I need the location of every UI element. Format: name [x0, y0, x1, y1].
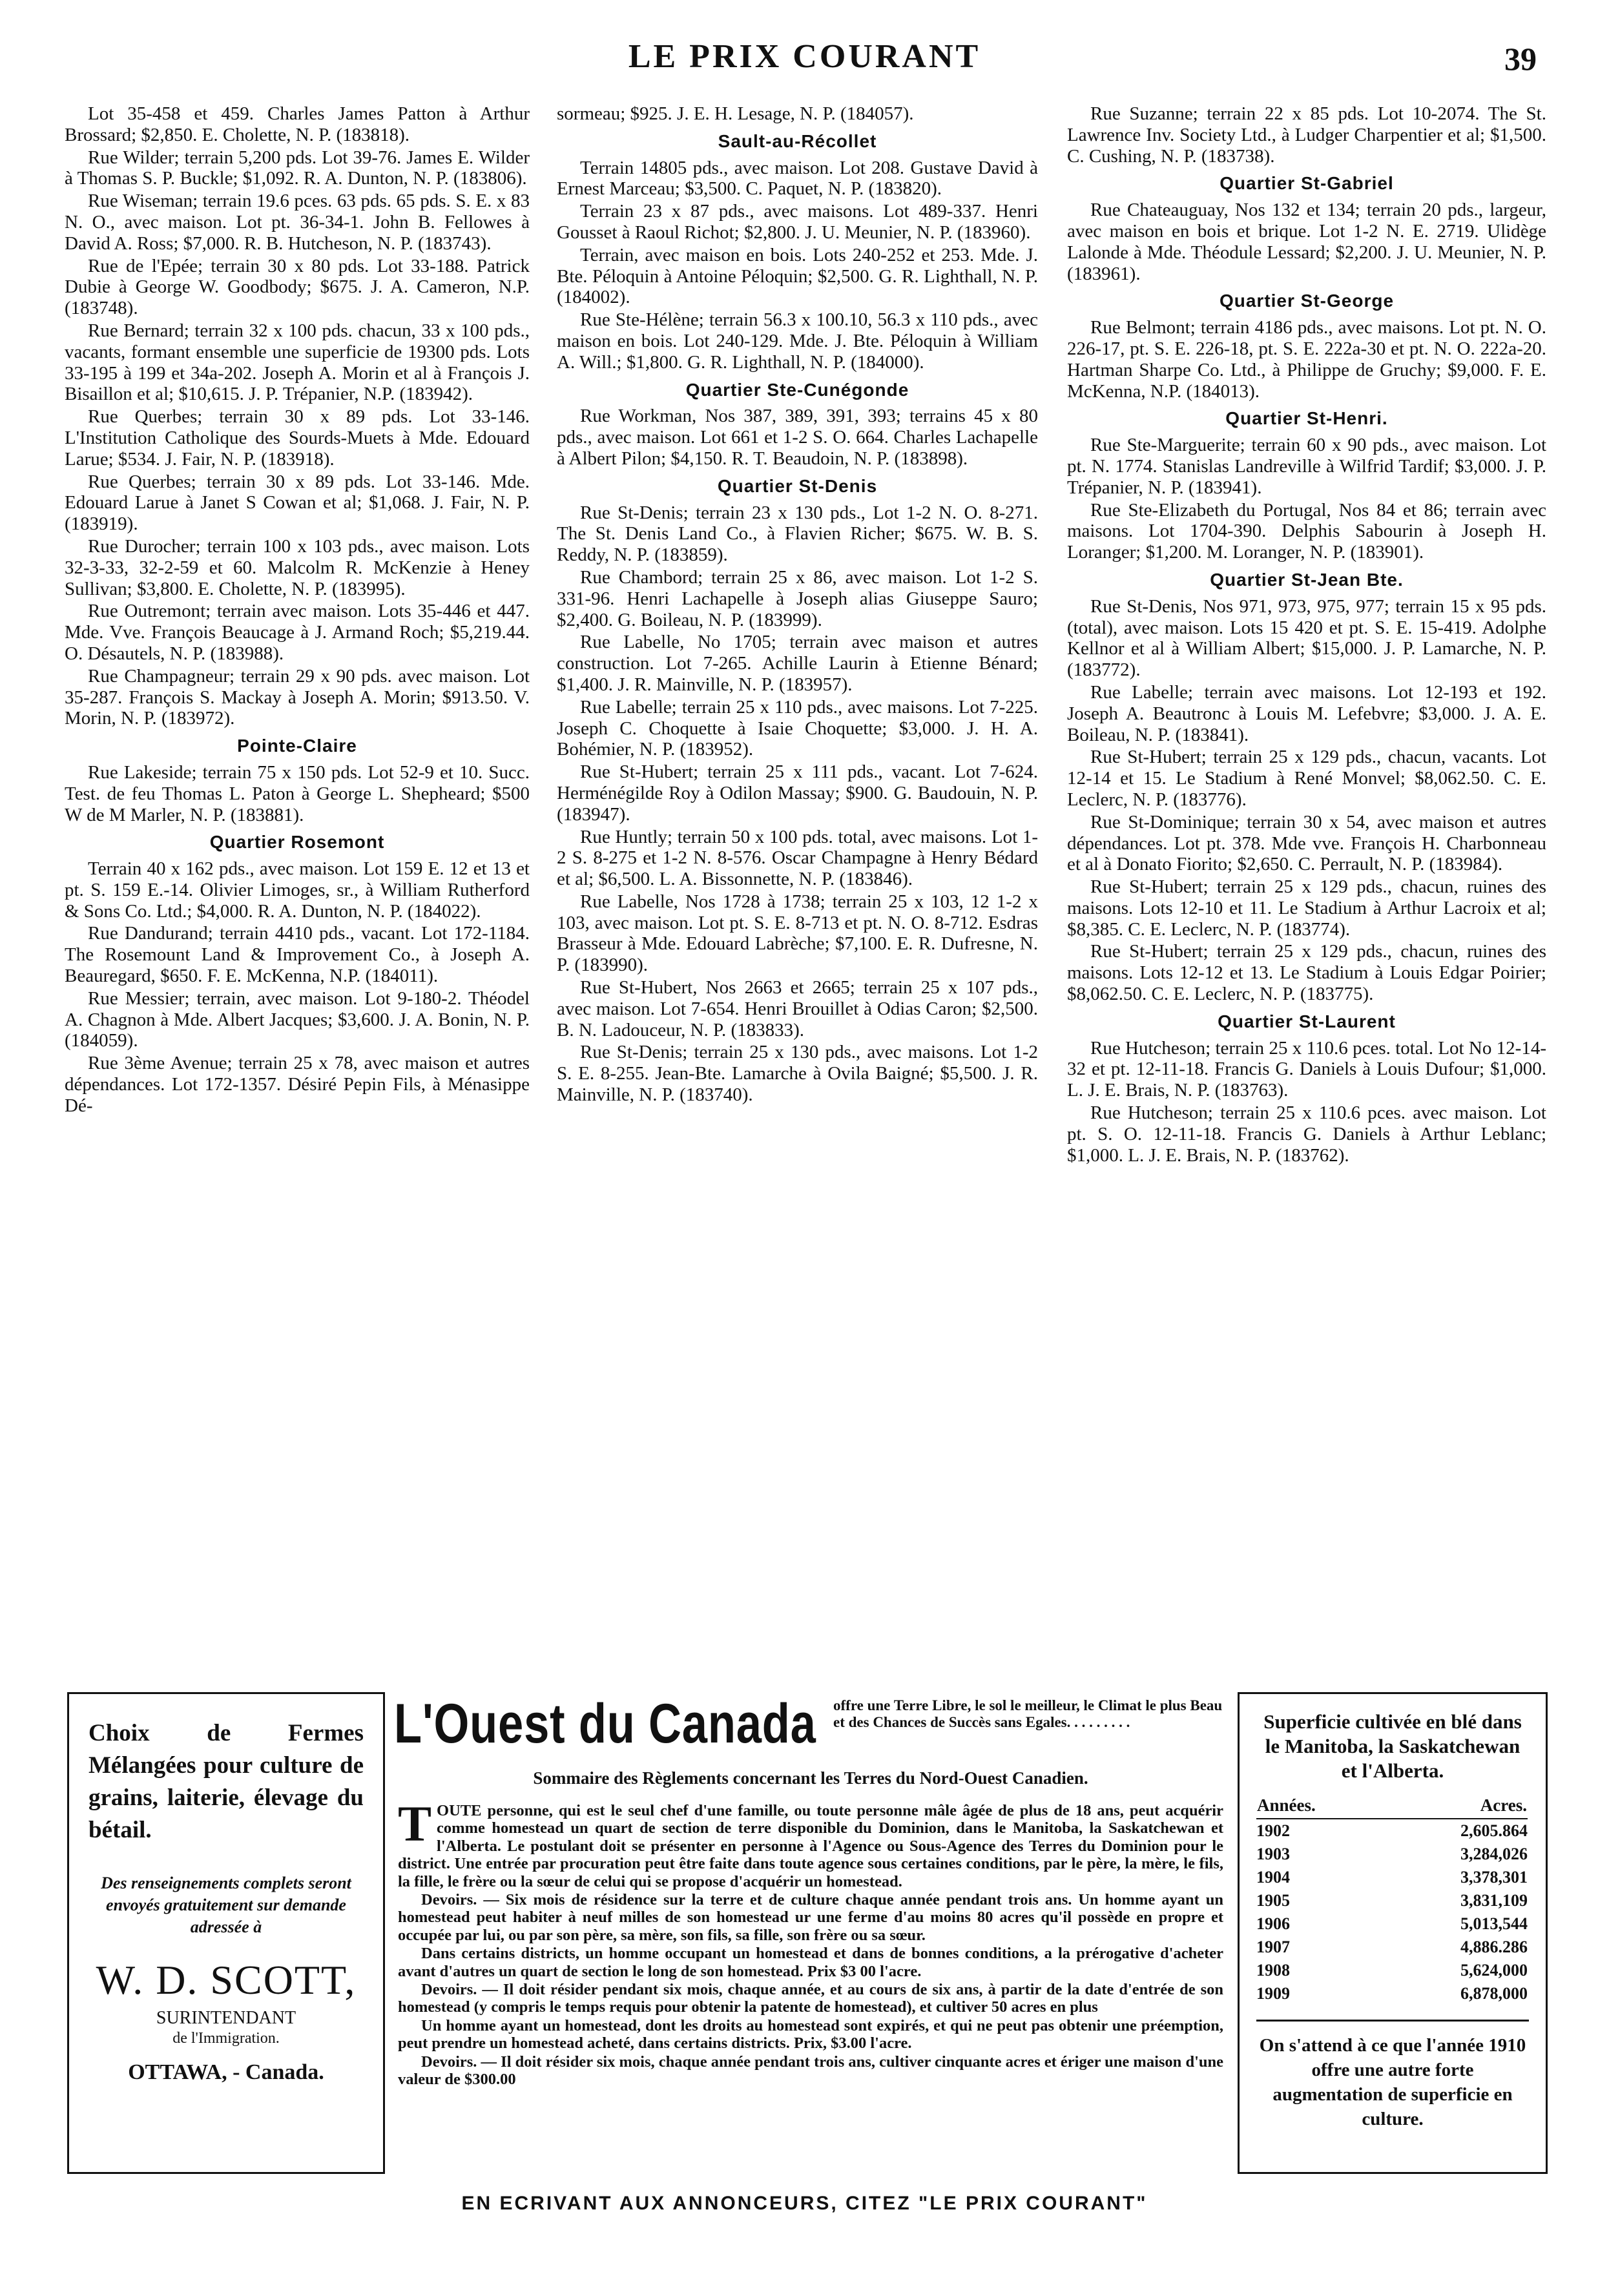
- transaction-entry: Rue St-Hubert, Nos 2663 et 2665; terrain 25 x 107 pds., avec maison. Lot 7-654. Henri Brouillet à Odias Caron; $2,500. B. N. Ladouceur, N. P. (183833).: [557, 977, 1038, 1040]
- ad-center-paragraph: Devoirs. — Il doit résider six mois, chaque année pendant trois ans, cultiver cinquante acres et ériger une maison d'une valeur de $300.00: [398, 2053, 1223, 2089]
- transaction-entry: Rue de l'Epée; terrain 30 x 80 pds. Lot 33-188. Patrick Dubie à George W. Goodbody; $675. J. A. Cameron, N.P. (183748).: [65, 255, 530, 319]
- transaction-entry: Rue Labelle, Nos 1728 à 1738; terrain 25 x 103, 12 1-2 x 103, avec maison. Lot pt. S. E. 8-713 et pt. N. O. 8-712. Esdras Brasseur à Mde. Edouard Labrèche; $7,100. E. R. Dufresne, N. P. (183990).: [557, 891, 1038, 976]
- transaction-entry: Rue Messier; terrain, avec maison. Lot 9-180-2. Théodel A. Chagnon à Mde. Albert Jacques; $3,600. J. A. Bonin, N. P. (184059).: [65, 988, 530, 1051]
- transaction-entry: Rue St-Dominique; terrain 30 x 54, avec maison et autres dépendances. Lot pt. 378. Mde vve. François H. Charbonneau et al à Donato Fiorito; $2,650. C. Perrault, N. P. (183984).: [1067, 811, 1546, 875]
- acres-cell: 5,013,544: [1460, 1914, 1528, 1933]
- acreage-table-header: [1256, 1795, 1528, 1819]
- table-row: [1256, 1912, 1528, 1936]
- transaction-entry: Rue St-Hubert; terrain 25 x 129 pds., chacun, vacants. Lot 12-14 et 15. Le Stadium à René Monvel; $8,062.50. C. E. Leclerc, N. P. (183776).: [1067, 747, 1546, 810]
- transaction-entry: Rue Querbes; terrain 30 x 89 pds. Lot 33-146. L'Institution Catholique des Sourds-Muets à Mde. Edouard Larue; $534. J. Fair, N. P. (183918).: [65, 406, 530, 470]
- ad-center-title: L'Ouest du Canada: [394, 1693, 816, 1755]
- ad-center-tagline: offre une Terre Libre, le sol le meilleur, le Climat le plus Beau et des Chances de Succès sans Egales. . . . . . . . .: [833, 1697, 1223, 1730]
- transaction-entry: Rue Bernard; terrain 32 x 100 pds. chacun, 33 x 100 pds., vacants, formant ensemble une superficie de 19300 pds. Lots 33-195 à 199 et 34a-202. Joseph A. Morin et al à François J. Bisaillon et al; $10,615. J. P. Trépanier, N.P. (183942).: [65, 320, 530, 405]
- year-cell: 1909: [1256, 1984, 1290, 2003]
- ad-left-info: Des renseignements complets seront envoyés gratuitement sur demande adressée à: [101, 1874, 351, 1936]
- transaction-entry: Rue Wilder; terrain 5,200 pds. Lot 39-76. James E. Wilder à Thomas S. P. Buckle; $1,092. R. A. Dunton, N. P. (183806).: [65, 147, 530, 189]
- ad-center-paragraph: Dans certains districts, un homme occupant un homestead et dans de bonnes conditions, a la prérogative d'acheter avant d'autres un quart de section le long de son homestead. Prix $3 00 l'acre.: [398, 1945, 1223, 1980]
- ad-mixed-farms: [67, 1692, 385, 2174]
- year-cell: 1903: [1256, 1845, 1290, 1863]
- ad-right-headline: Superficie cultivée en blé dans le Manitoba, la Saskatchewan et l'Alberta.: [1263, 1710, 1522, 1782]
- transaction-entry: Rue Huntly; terrain 50 x 100 pds. total, avec maisons. Lot 1-2 S. 8-275 et 1-2 N. 8-576. Oscar Champagne à Henry Bédard et al; $6,500. L. A. Bissonnette, N. P. (183846).: [557, 826, 1038, 890]
- year-cell: 1908: [1256, 1961, 1290, 1980]
- ad-center-summary: Sommaire des Règlements concernant les Terres du Nord-Ouest Canadien.: [533, 1768, 1088, 1788]
- acres-cell: 4,886.286: [1460, 1938, 1528, 1956]
- transaction-entry: Rue Hutcheson; terrain 25 x 110.6 pces. avec maison. Lot pt. S. O. 12-11-18. Francis G. Daniels à Arthur Leblanc; $1,000. L. J. E. Brais, N. P. (183762).: [1067, 1102, 1546, 1166]
- ad-left-name: W. D. SCOTT,: [96, 1957, 357, 2003]
- transaction-entry: Rue Hutcheson; terrain 25 x 110.6 pces. total. Lot No 12-14-32 et pt. 12-11-18. Francis G. Daniels à Louis Dufour; $1,000. L. J. E. Brais, N. P. (183763).: [1067, 1037, 1546, 1101]
- year-cell: 1906: [1256, 1914, 1290, 1933]
- drop-cap: T: [398, 1795, 432, 1852]
- transaction-entry: Rue 3ème Avenue; terrain 25 x 78, avec maison et autres dépendances. Lot 172-1357. Désiré Pepin Fils, à Ménasippe Dé-: [65, 1053, 530, 1116]
- transaction-entry: Terrain 40 x 162 pds., avec maison. Lot 159 E. 12 et 13 et pt. S. 159 E.-14. Olivier Limoges, sr., à William Rutherford & Sons Co. Ltd.; $4,000. R. A. Dunton, N. P. (184022).: [65, 858, 530, 922]
- transaction-entry: Terrain 23 x 87 pds., avec maisons. Lot 489-337. Henri Gousset à Raoul Richot; $2,800. J. U. Meunier, N. P. (183960).: [557, 201, 1038, 243]
- transaction-entry: Rue Outremont; terrain avec maison. Lots 35-446 et 447. Mde. Vve. François Beaucage à J. Armand Roch; $5,219.44. O. Désautels, N. P. (183988).: [65, 601, 530, 664]
- transaction-entry: Rue St-Hubert; terrain 25 x 129 pds., chacun, ruines des maisons. Lots 12-10 et 11. Le Stadium à Arthur Lacroix et al; $8,385. C. E. Leclerc, N. P. (183774).: [1067, 876, 1546, 940]
- ad-center-paragraph: Un homme ayant un homestead, dont les droits au homestead sont expirés, et qui ne peut pas obtenir une préemption, peut prendre un homestead acheté, dans certains districts. Prix, $3.00 l'acre.: [398, 2016, 1223, 2053]
- ad-left-headline: Choix de Fermes Mélangées pour culture de grains, laiterie, élevage du bétail.: [88, 1720, 364, 1843]
- transaction-entry: Rue Wiseman; terrain 19.6 pces. 63 pds. 65 pds. S. E. x 83 N. O., avec maison. Lot pt. 36-34-1. John B. Fellowes à David A. Ross; $7,000. R. B. Hutcheson, N. P. (183743).: [65, 191, 530, 254]
- section-heading: Pointe-Claire: [237, 736, 357, 756]
- section-heading: Quartier Rosemont: [209, 832, 385, 853]
- section-heading: Quartier St-George: [1219, 291, 1395, 311]
- year-cell: 1907: [1256, 1938, 1290, 1956]
- acres-cell: 3,831,109: [1460, 1891, 1528, 1910]
- transaction-entry: Rue Dandurand; terrain 4410 pds., vacant. Lot 172-1184. The Rosemount Land & Improvement Co., à Joseph A. Beauregard, $650. F. E. McKenna, N.P. (184011).: [65, 923, 530, 987]
- text-column-3: [1067, 103, 1546, 1673]
- ad-center-paragraph: TOUTE personne, qui est le seul chef d'une famille, ou toute personne mâle âgée de plus de 18 ans, peut acquérir comme homestead un quart de section de terre disponible du Dominion, dans le Manitoba, la Saskatchewan et l'Alberta. Le postulant doit se présenter en personne à l'Agence ou Sous-Agence des Terres du Dominion pour le district. Une entrée par procuration peut être faite dans toute agence sous certaines conditions, par le père, la mère, le fils, la fille, le frère ou la sœur de celui qui se propose d'acquérir un homestead.: [398, 1795, 1223, 1890]
- acres-cell: 3,378,301: [1460, 1868, 1528, 1887]
- ad-center-body: [398, 1795, 1223, 2089]
- transaction-entry: Rue Workman, Nos 387, 389, 391, 393; terrains 45 x 80 pds., avec maison. Lot 661 et 1-2 S. O. 664. Charles Lachapelle à Albert Pilon; $4,150. R. T. Beaudoin, N. P. (183898).: [557, 406, 1038, 469]
- section-heading: Quartier Ste-Cunégonde: [685, 379, 909, 400]
- acres-cell: 2,605.864: [1460, 1821, 1528, 1840]
- section-heading: Quartier St-Gabriel: [1220, 173, 1394, 194]
- acres-cell: 3,284,026: [1460, 1845, 1528, 1863]
- page-number: 39: [1504, 41, 1537, 77]
- table-row: [1256, 1843, 1528, 1866]
- year-cell: 1904: [1256, 1868, 1290, 1887]
- ad-center-paragraph: Devoirs. — Il doit résider pendant six mois, chaque année, et au cours de six ans, à partir de la date d'entrée de son homestead (y compris le temps requis pour obtenir la patente de homestead), et cultiver 50 acres en plus: [398, 1981, 1223, 2016]
- ad-left-role: SURINTENDANT: [156, 2008, 296, 2028]
- ad-left-city: OTTAWA, - Canada.: [128, 2060, 324, 2084]
- transaction-entry: Rue Labelle, No 1705; terrain avec maison et autres construction. Lot 7-265. Achille Laurin à Etienne Bénard; $1,400. J. R. Mainville, N. P. (183957).: [557, 632, 1038, 695]
- footer-notice: EN ECRIVANT AUX ANNONCEURS, CITEZ "LE PRIX COURANT": [461, 2193, 1148, 2214]
- section-heading: Quartier St-Jean Bte.: [1210, 569, 1404, 590]
- column-header-acres: Acres.: [1384, 1795, 1528, 1819]
- transaction-entry: sormeau; $925. J. E. H. Lesage, N. P. (184057).: [557, 103, 914, 124]
- transaction-entry: Rue Ste-Elizabeth du Portugal, Nos 84 et 86; terrain avec maisons. Lot 1704-390. Delphis Sabourin à Joseph H. Loranger; $1,200. M. Loranger, N. P. (183901).: [1067, 499, 1546, 563]
- table-row: [1256, 1982, 1528, 2005]
- year-cell: 1902: [1256, 1821, 1290, 1840]
- transaction-entry: Terrain, avec maison en bois. Lots 240-252 et 253. Mde. J. Bte. Péloquin à Antoine Péloquin; $2,500. G. R. Lighthall, N. P. (184002).: [557, 244, 1038, 308]
- section-heading: Quartier St-Denis: [717, 475, 878, 496]
- column-header-year: Années.: [1256, 1795, 1384, 1819]
- table-row: [1256, 1889, 1528, 1912]
- acres-cell: 6,878,000: [1460, 1984, 1528, 2003]
- table-row: [1256, 1819, 1528, 1843]
- ad-right-note: On s'attend à ce que l'année 1910 offre une autre forte augmentation de superficie en culture.: [1259, 2035, 1526, 2129]
- transaction-entry: Rue Champagneur; terrain 29 x 90 pds. avec maison. Lot 35-287. François S. Mackay à Joseph A. Morin; $913.50. V. Morin, N. P. (183972).: [65, 665, 530, 729]
- table-row: [1256, 1959, 1528, 1982]
- ad-wheat-acreage: [1238, 1692, 1548, 2174]
- transaction-entry: Lot 35-458 et 459. Charles James Patton à Arthur Brossard; $2,850. E. Cholette, N. P. (183818).: [65, 103, 530, 145]
- ad-left-dept: de l'Immigration.: [172, 2030, 280, 2047]
- transaction-entry: Rue Durocher; terrain 100 x 103 pds., avec maison. Lots 32-3-33, 32-2-59 et 60. Malcolm R. McKenzie à Heney Sullivan; $3,800. E. Cholette, N. P. (183995).: [65, 535, 530, 599]
- ad-ouest-du-canada: [394, 1692, 1227, 2170]
- transaction-entry: Rue Ste-Marguerite; terrain 60 x 90 pds., avec maison. Lot pt. N. 1774. Stanislas Landreville à Wilfrid Tardif; $3,000. J. P. Trépanier, N. P. (183941).: [1067, 435, 1546, 498]
- transaction-entry: Rue Lakeside; terrain 75 x 150 pds. Lot 52-9 et 10. Succ. Test. de feu Thomas L. Paton à George L. Shepheard; $500 W de M Marler, N. P. (183881).: [65, 761, 530, 825]
- acreage-table-body: [1256, 1819, 1528, 2005]
- year-cell: 1905: [1256, 1891, 1290, 1910]
- table-row: [1256, 1866, 1528, 1889]
- acreage-table: [1256, 1795, 1528, 2005]
- transaction-entry: Rue Chateauguay, Nos 132 et 134; terrain 20 pds., largeur, avec maison en bois et brique. Lot 1-2 N. E. 2719. Ulidège Lalonde à Mde. Théodule Lessard; $2,200. J. U. Meunier, N. P. (183961).: [1067, 200, 1546, 284]
- section-heading: Quartier St-Laurent: [1218, 1011, 1396, 1031]
- acres-cell: 5,624,000: [1460, 1961, 1528, 1980]
- transaction-entry: Terrain 14805 pds., avec maison. Lot 208. Gustave David à Ernest Marceau; $3,500. C. Paquet, N. P. (183820).: [557, 157, 1038, 200]
- transaction-entry: Rue Querbes; terrain 30 x 89 pds. Lot 33-146. Mde. Edouard Larue à Janet S Cowan et al; $1,068. J. Fair, N. P. (183919).: [65, 471, 530, 535]
- transaction-entry: Rue St-Hubert; terrain 25 x 111 pds., vacant. Lot 7-624. Herménégilde Roy à Odilon Massay; $900. G. Baudouin, N. P. (183947).: [557, 761, 1038, 825]
- text-column-1: [65, 103, 530, 1673]
- transaction-entry: Rue St-Denis; terrain 23 x 130 pds., Lot 1-2 N. O. 8-271. The St. Denis Land Co., à Flavien Richer; $675. W. B. S. Reddy, N. P. (183859).: [557, 502, 1038, 566]
- transaction-entry: Rue St-Hubert; terrain 25 x 129 pds., chacun, ruines des maisons. Lots 12-12 et 13. Le Stadium à Louis Edgar Poirier; $8,062.50. C. E. Leclerc, N. P. (183775).: [1067, 941, 1546, 1005]
- text-column-2: [557, 103, 1038, 1673]
- transaction-entry: Rue Suzanne; terrain 22 x 85 pds. Lot 10-2074. The St. Lawrence Inv. Society Ltd., à Ludger Charpentier et al; $1,500. C. Cushing, N. P. (183738).: [1067, 103, 1546, 167]
- transaction-entry: Rue Labelle; terrain 25 x 110 pds., avec maisons. Lot 7-225. Joseph C. Choquette à Isaie Choquette; $3,000. J. H. A. Bohémier, N. P. (183952).: [557, 696, 1038, 760]
- transaction-entry: Rue Belmont; terrain 4186 pds., avec maisons. Lot pt. N. O. 226-17, pt. S. E. 226-18, pt. S. E. 222a-30 et pt. N. O. 222a-20. Hartman Sharpe Co. Ltd., à Philippe de Gruchy; $9,000. F. E. McKenna, N.P. (184013).: [1067, 317, 1546, 402]
- transaction-entry: Rue Chambord; terrain 25 x 86, avec maison. Lot 1-2 S. 331-96. Henri Lachapelle à Joseph alias Giuseppe Sauro; $2,400. G. Boileau, N. P. (183999).: [557, 566, 1038, 630]
- journal-title: LE PRIX COURANT: [628, 38, 981, 75]
- transaction-entry: Rue Labelle; terrain avec maisons. Lot 12-193 et 192. Joseph A. Beautronc à Louis M. Lefebvre; $3,000. J. A. E. Boileau, N. P. (183841).: [1067, 681, 1546, 745]
- transaction-entry: Rue Ste-Hélène; terrain 56.3 x 100.10, 56.3 x 110 pds., avec maison en bois. Lot 240-129. Mde. J. Bte. Péloquin à William A. Will.; $1,800. G. R. Lighthall, N. P. (184000).: [557, 309, 1038, 373]
- section-heading: Quartier St-Henri.: [1225, 408, 1388, 429]
- ad-center-paragraph: Devoirs. — Six mois de résidence sur la terre et de culture chaque année pendant trois ans. Un homme ayant un homestead peut habiter à neuf milles de son homestead ur une ferme d'au moins 80 acres qu'il possède en propre et occupée par lui, ou par son père, sa mère, son fils, sa fille, son frère ou sa sœur.: [398, 1891, 1223, 1944]
- section-heading: Sault-au-Récollet: [718, 130, 877, 151]
- table-row: [1256, 1936, 1528, 1959]
- transaction-entry: Rue St-Denis, Nos 971, 973, 975, 977; terrain 15 x 95 pds. (total), avec maison. Lots 15 420 et pt. S. E. 15-419. Adolphe Kellnor et al à William Albert; $15,000. J. P. Lamarche, N. P. (183772).: [1067, 595, 1546, 681]
- divider: [1256, 2020, 1529, 2022]
- transaction-entry: Rue St-Denis; terrain 25 x 130 pds., avec maisons. Lot 1-2 S. E. 8-255. Jean-Bte. Lamarche à Ovila Baigné; $5,500. J. R. Mainville, N. P. (183740).: [557, 1042, 1038, 1106]
